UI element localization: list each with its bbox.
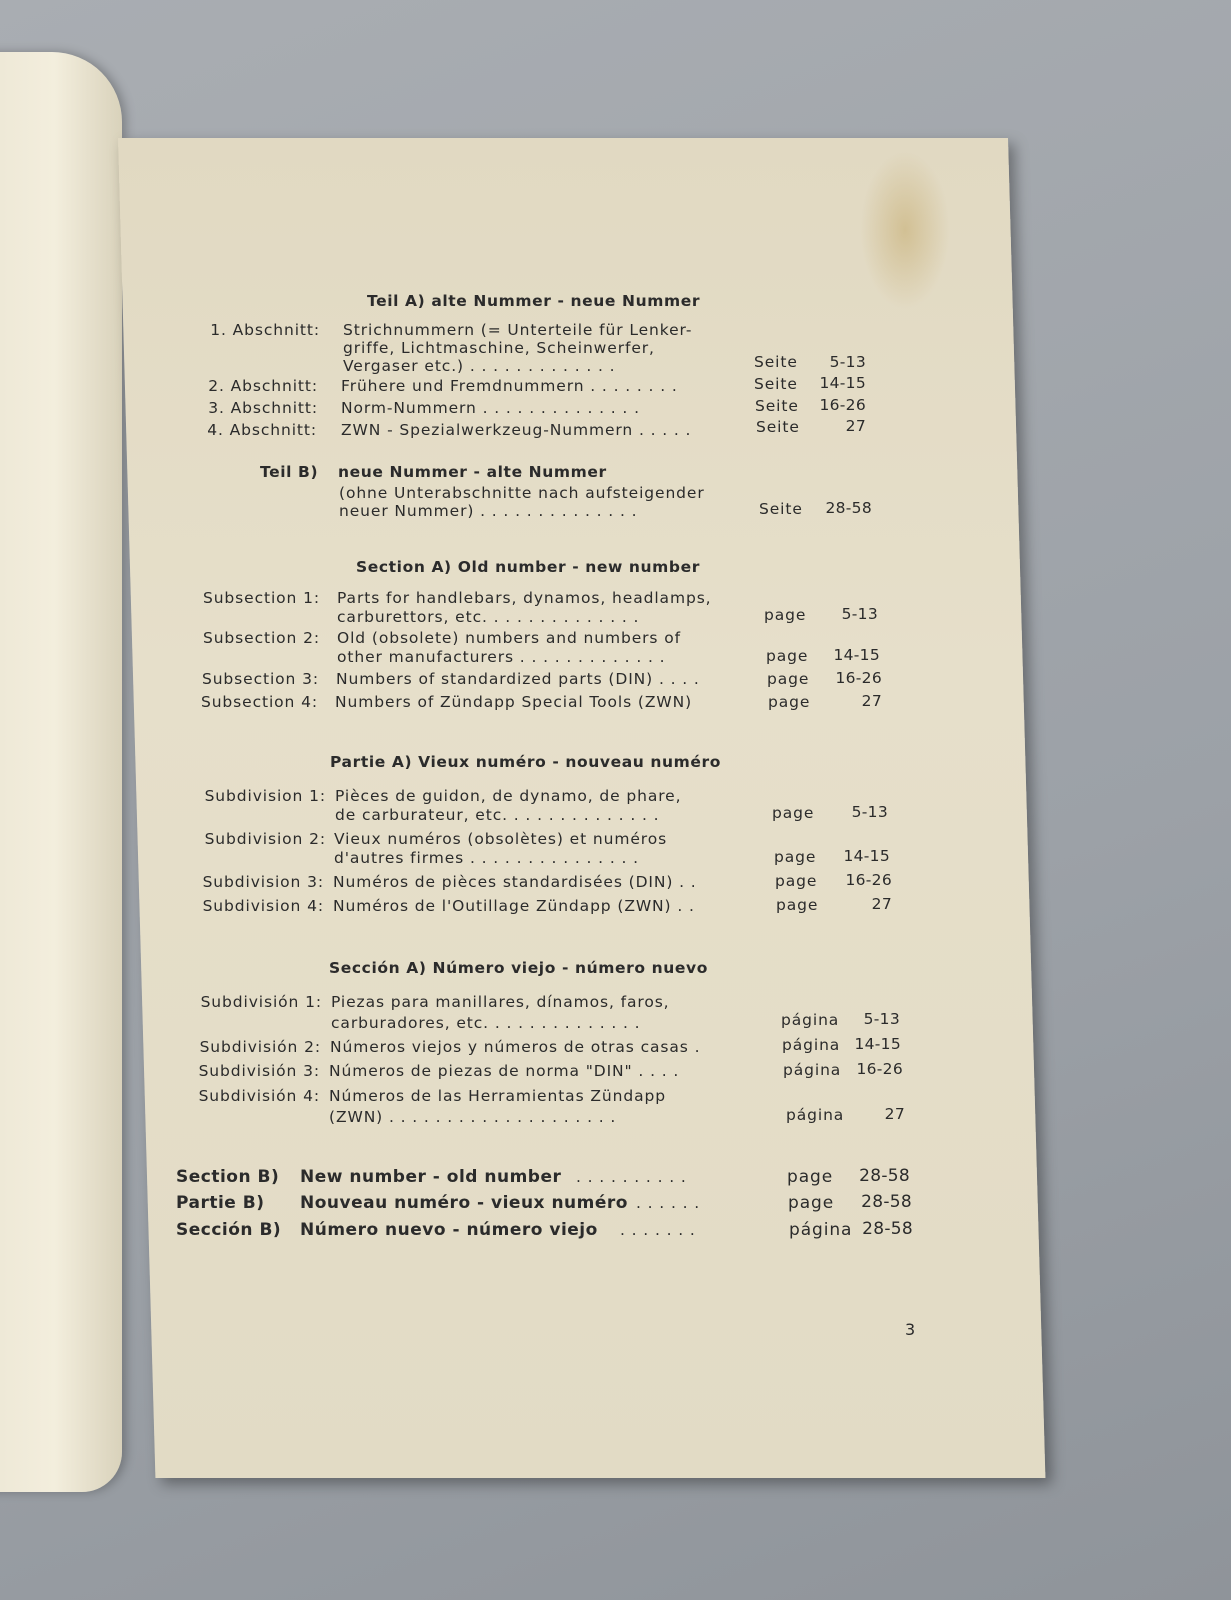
seccion-a-row-4-page-word: página (786, 1106, 845, 1124)
part-b-es-title: Número nuevo - número viejo (300, 1220, 598, 1240)
partie-a-row-3-line-1: Numéros de pièces standardisées (DIN) . . (333, 873, 697, 891)
seccion-a-row-2-label: Subdivisión 2: (199, 1038, 321, 1056)
part-b-fr-page-word: page (788, 1193, 835, 1213)
teil-b-label: Teil B) (260, 463, 319, 481)
teil-a-row-2-label: 2. Abschnitt: (208, 377, 318, 395)
teil-a-row-1-line-2: griffe, Lichtmaschine, Scheinwerfer, (343, 339, 655, 357)
teil-a-row-4-label: 4. Abschnitt: (207, 421, 317, 439)
part-b-en-pages: 28-58 (859, 1166, 910, 1186)
section-a-row-4-page-word: page (768, 693, 811, 711)
teil-a-row-2-pages: 14-15 (819, 374, 866, 392)
part-b-es-page-word: página (789, 1220, 853, 1240)
part-b-fr-dots: . . . . . . (636, 1194, 701, 1212)
section-a-row-2-pages: 14-15 (833, 646, 880, 664)
section-a-heading: Section A) Old number - new number (356, 558, 700, 576)
partie-a-row-1-line-2: de carburateur, etc. . . . . . . . . . . . . . (335, 806, 660, 824)
section-a-row-1-page-word: page (764, 606, 807, 624)
partie-a-row-4-line-1: Numéros de l'Outillage Zündapp (ZWN) . . (333, 897, 695, 915)
section-a-row-4-pages: 27 (861, 692, 882, 710)
part-b-fr-pages: 28-58 (861, 1192, 912, 1212)
teil-a-row-1-line-3: Vergaser etc.) . . . . . . . . . . . . . (343, 357, 616, 375)
partie-a-row-3-page-word: page (775, 872, 818, 890)
teil-a-row-1-pages: 5-13 (829, 353, 866, 371)
part-b-en-page-word: page (787, 1167, 834, 1187)
partie-a-heading: Partie A) Vieux numéro - nouveau numéro (330, 753, 722, 771)
teil-b-pages: 28-58 (825, 499, 872, 517)
section-a-row-3-label: Subsection 3: (201, 670, 319, 688)
part-b-es-label: Sección B) (176, 1220, 282, 1240)
section-a-row-3-pages: 16-26 (835, 669, 882, 687)
seccion-a-row-3-line-1: Números de piezas de norma "DIN" . . . . (329, 1062, 680, 1080)
teil-b-page-word: Seite (759, 500, 803, 518)
seccion-a-row-4-line-2: (ZWN) . . . . . . . . . . . . . . . . . . . . (329, 1108, 617, 1126)
section-a-row-1-line-2: carburettors, etc. . . . . . . . . . . . . . (337, 608, 640, 626)
teil-a-row-2-page-word: Seite (754, 375, 798, 393)
teil-a-row-1-line-1: Strichnummern (= Unterteile für Lenker- (343, 321, 693, 339)
teil-a-row-4-pages: 27 (845, 417, 866, 435)
section-a-row-2-label: Subsection 2: (202, 629, 320, 647)
partie-a-row-2-label: Subdivision 2: (204, 830, 326, 848)
part-b-es-dots: . . . . . . . (620, 1221, 696, 1239)
page-number: 3 (905, 1320, 917, 1339)
partie-a-row-4-page-word: page (776, 896, 819, 914)
teil-a-row-4-line-1: ZWN - Spezialwerkzeug-Nummern . . . . . (341, 421, 692, 439)
section-a-row-3-page-word: page (767, 670, 810, 688)
teil-a-row-1-page-word: Seite (754, 353, 798, 371)
partie-a-row-2-page-word: page (774, 848, 817, 866)
teil-a-row-4-page-word: Seite (756, 418, 800, 436)
part-b-fr-label: Partie B) (176, 1193, 265, 1213)
section-a-row-4-line-1: Numbers of Zündapp Special Tools (ZWN) (335, 693, 693, 711)
teil-a-row-2-line-1: Frühere und Fremdnummern . . . . . . . . (341, 377, 678, 395)
section-a-row-1-line-1: Parts for handlebars, dynamos, headlamps, (337, 589, 712, 607)
seccion-a-row-3-pages: 16-26 (856, 1060, 903, 1078)
seccion-a-row-1-pages: 5-13 (863, 1010, 900, 1028)
part-b-es-pages: 28-58 (862, 1219, 913, 1239)
seccion-a-row-1-line-1: Piezas para manillares, dínamos, faros, (331, 993, 670, 1011)
section-a-row-1-label: Subsection 1: (202, 589, 320, 607)
partie-a-row-3-label: Subdivision 3: (202, 873, 324, 891)
teil-a-row-3-page-word: Seite (755, 397, 799, 415)
section-a-row-2-line-2: other manufacturers . . . . . . . . . . . . . (337, 648, 666, 666)
partie-a-row-1-label: Subdivision 1: (204, 787, 326, 805)
part-b-en-label: Section B) (176, 1167, 280, 1187)
teil-b-title: neue Nummer - alte Nummer (338, 463, 607, 481)
partie-a-row-4-label: Subdivision 4: (202, 897, 324, 915)
seccion-a-row-4-line-1: Números de las Herramientas Zündapp (329, 1087, 666, 1105)
teil-a-heading: Teil A) alte Nummer - neue Nummer (367, 292, 701, 310)
partie-a-row-1-page-word: page (772, 804, 815, 822)
seccion-a-row-2-page-word: página (782, 1036, 841, 1054)
partie-a-row-2-line-2: d'autres firmes . . . . . . . . . . . . . . . (334, 849, 639, 867)
seccion-a-row-1-label: Subdivisión 1: (200, 993, 322, 1011)
teil-a-row-3-line-1: Norm-Nummern . . . . . . . . . . . . . . (341, 399, 640, 417)
teil-b-line-2: neuer Nummer) . . . . . . . . . . . . . . (339, 502, 638, 520)
seccion-a-row-2-line-1: Números viejos y números de otras casas . (330, 1038, 701, 1056)
seccion-a-row-2-pages: 14-15 (854, 1035, 901, 1053)
part-b-en-title: New number - old number (300, 1167, 562, 1187)
section-a-row-1-pages: 5-13 (841, 605, 878, 623)
seccion-a-row-1-page-word: página (781, 1011, 840, 1029)
partie-a-row-4-pages: 27 (871, 895, 892, 913)
teil-a-row-3-label: 3. Abschnitt: (208, 399, 318, 417)
seccion-a-row-4-label: Subdivisión 4: (198, 1087, 320, 1105)
teil-a-row-1-label: 1. Abschnitt: (210, 321, 320, 339)
seccion-a-row-1-line-2: carburadores, etc. . . . . . . . . . . . . . (331, 1014, 641, 1032)
part-b-fr-title: Nouveau numéro - vieux numéro (300, 1193, 628, 1213)
section-a-row-2-line-1: Old (obsolete) numbers and numbers of (337, 629, 681, 647)
partie-a-row-1-line-1: Pièces de guidon, de dynamo, de phare, (335, 787, 682, 805)
partie-a-row-1-pages: 5-13 (851, 803, 888, 821)
section-a-row-2-page-word: page (766, 647, 809, 665)
part-b-en-dots: . . . . . . . . . . (576, 1168, 687, 1186)
teil-b-line-1: (ohne Unterabschnitte nach aufsteigender (339, 484, 705, 502)
seccion-a-heading: Sección A) Número viejo - número nuevo (329, 959, 708, 977)
teil-a-row-3-pages: 16-26 (819, 396, 866, 414)
partie-a-row-2-line-1: Vieux numéros (obsolètes) et numéros (334, 830, 668, 848)
seccion-a-row-3-page-word: página (783, 1061, 842, 1079)
section-a-row-3-line-1: Numbers of standardized parts (DIN) . . . . (336, 670, 700, 688)
partie-a-row-2-pages: 14-15 (843, 847, 890, 865)
seccion-a-row-3-label: Subdivisión 3: (198, 1062, 320, 1080)
section-a-row-4-label: Subsection 4: (200, 693, 318, 711)
partie-a-row-3-pages: 16-26 (845, 871, 892, 889)
seccion-a-row-4-pages: 27 (884, 1105, 905, 1123)
